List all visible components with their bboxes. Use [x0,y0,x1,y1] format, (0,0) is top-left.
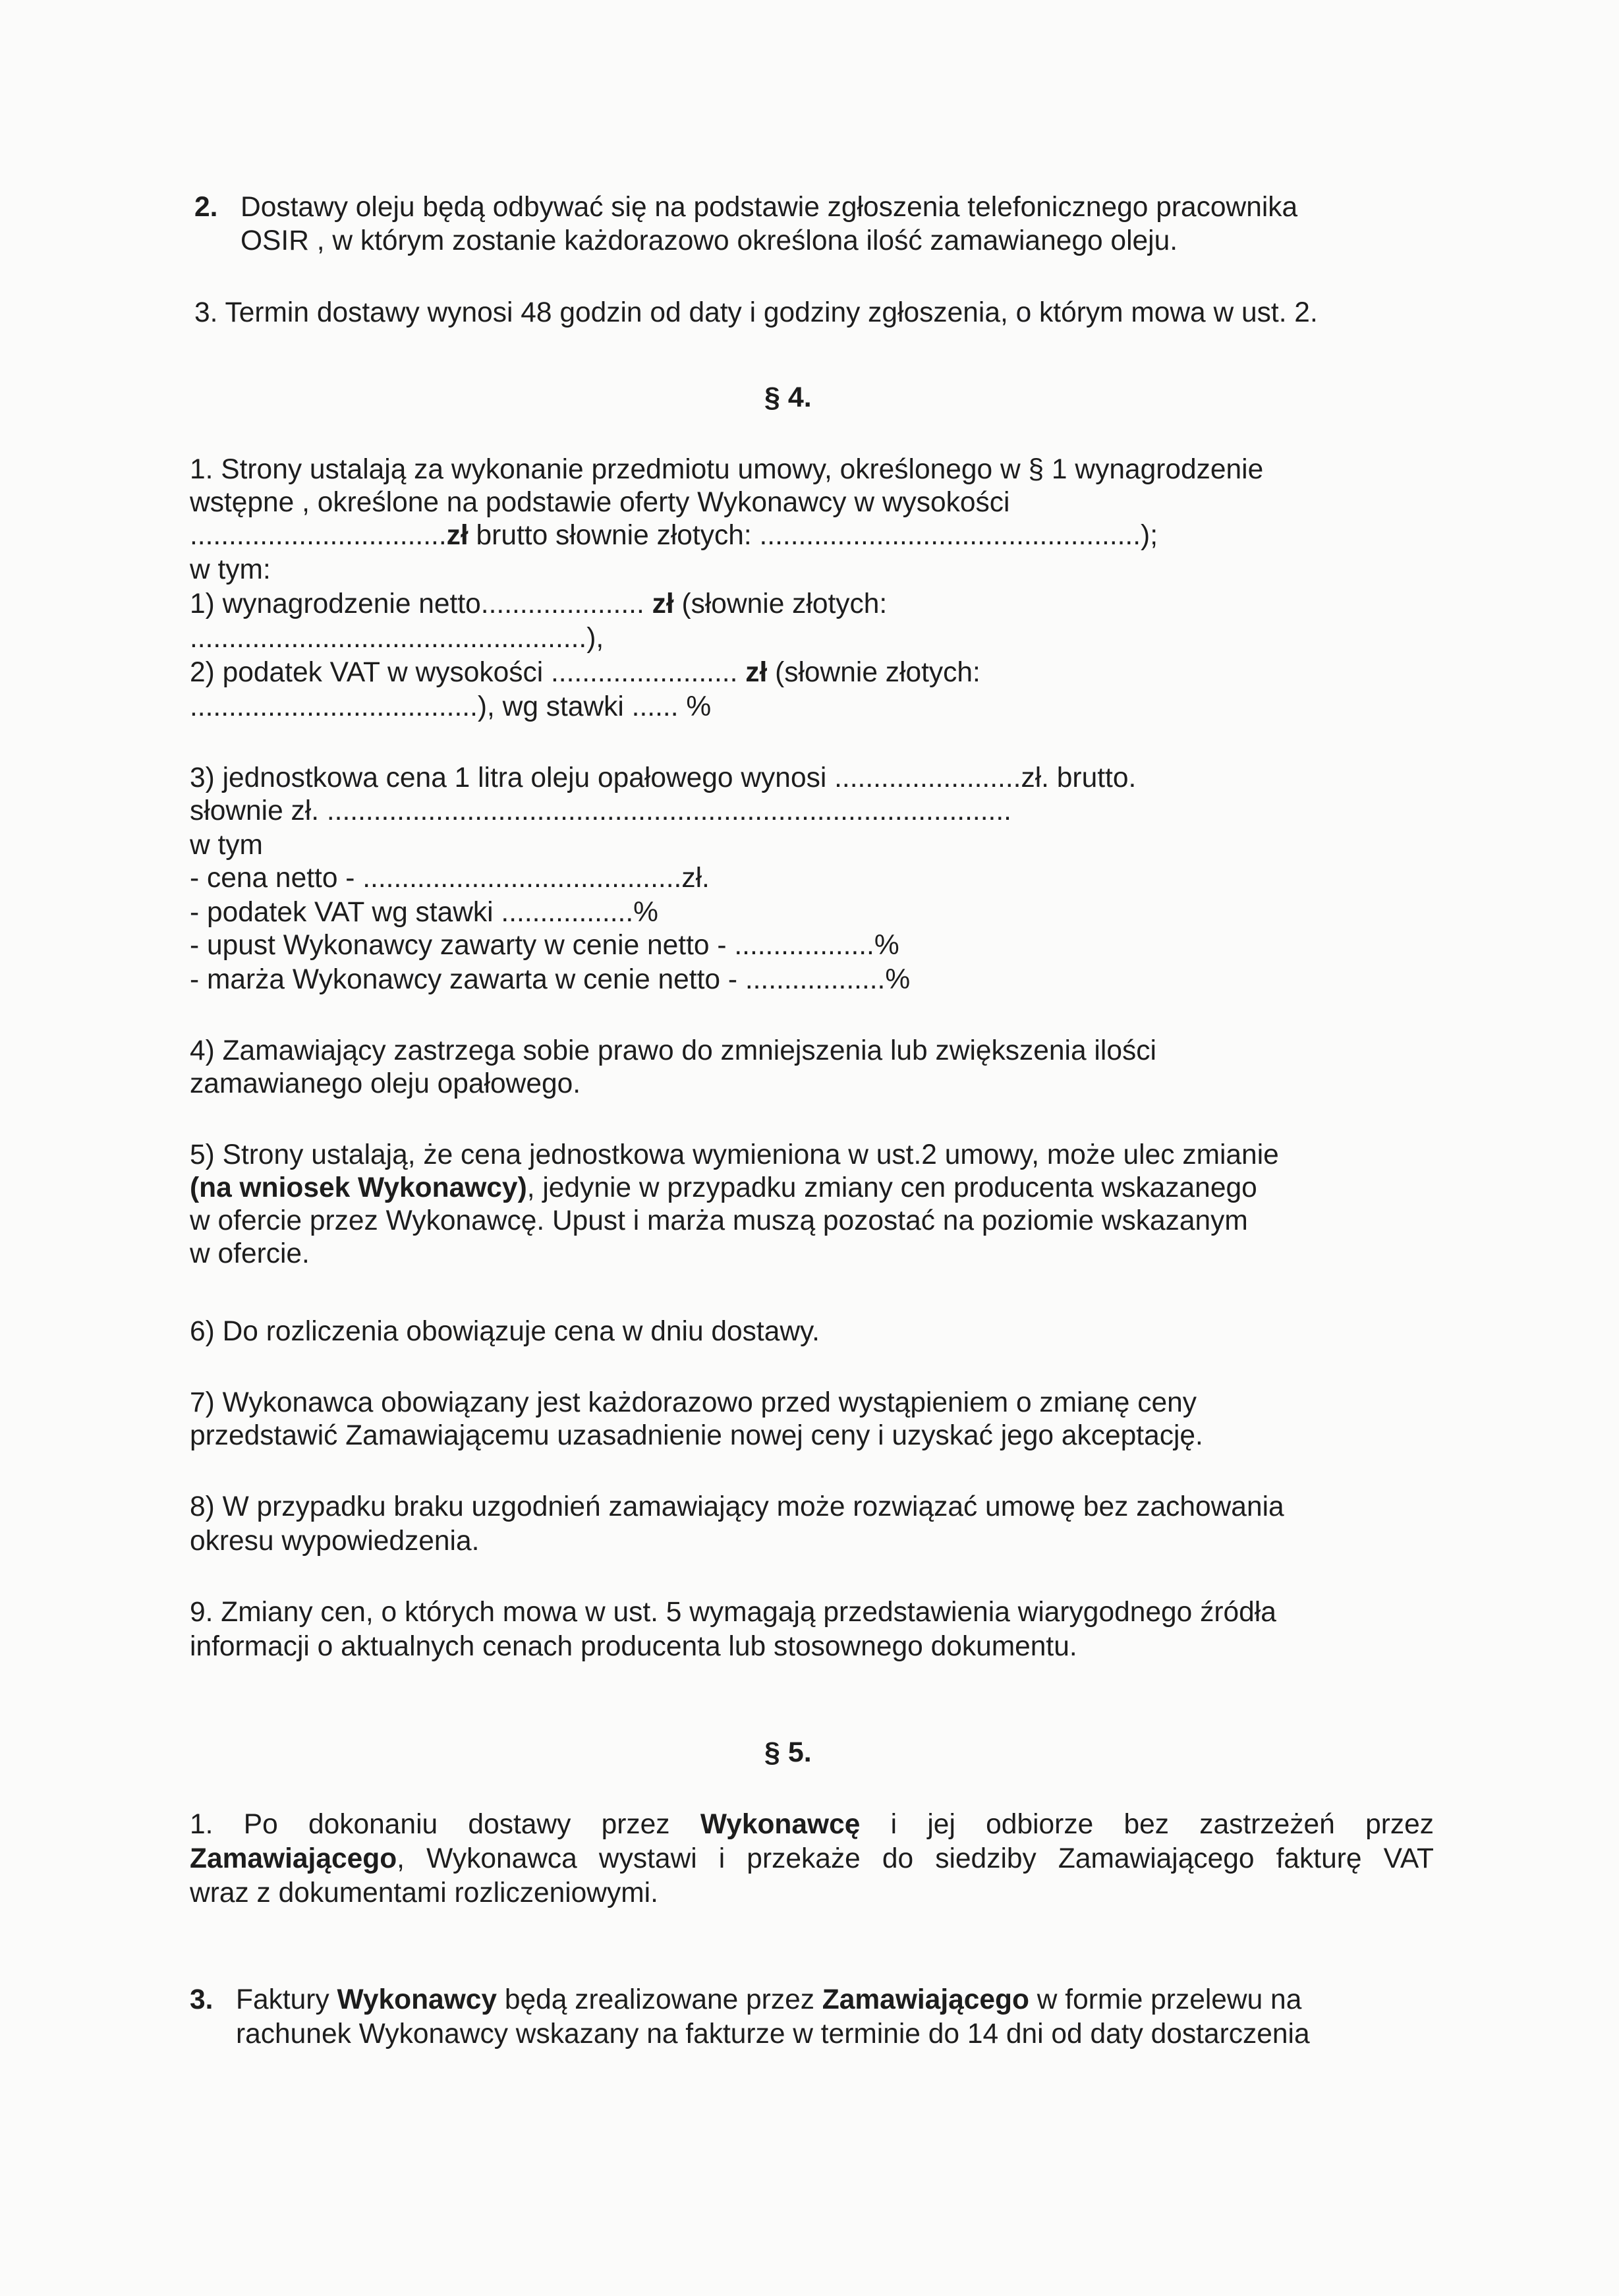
s4-n5-rest: , jedynie w przypadku zmiany cen producenta wskazanego [526,1172,1257,1203]
s4-n6-line: 6) Do rozliczenia obowiązuje cena w dniu dostawy. [190,1316,820,1347]
s4-n1-text: 1) wynagrodzenie netto..................... [190,588,652,619]
s4-n2-slownie: (słownie złotych: [767,657,980,688]
s5-p3-line-2: rachunek Wykonawcy wskazany na fakturze w terminie do 14 dni od daty dostarczenia [236,2019,1310,2050]
s4-n5-line-4: w ofercie. [190,1238,310,1269]
section-4-heading: § 4. [764,382,812,413]
s4-n9-line-2: informacji o aktualnych cenach producenta lub stosownego dokumentu. [190,1631,1077,1662]
s4-n2-line-1 [190,656,980,689]
s4-n2-text: 2) podatek VAT w wysokości ........................ [190,657,746,688]
s5-p1-line-1 [190,1808,1434,1841]
s5-p3-text-a: Faktury [236,1984,337,2015]
s4-n2-zl: zł [745,657,768,688]
s4-n4-line-2: zamawianego oleju opałowego. [190,1068,581,1099]
s5-p3-zamawiajacego: Zamawiającego [822,1984,1029,2015]
s4-n8-line-1: 8) W przypadku braku uzgodnień zamawiający może rozwiązać umowę bez zachowania [190,1491,1284,1522]
s5-p1-line-3: wraz z dokumentami rozliczeniowymi. [190,1878,658,1909]
s4-n4-line-1: 4) Zamawiający zastrzega sobie prawo do zmniejszenia lub zwiększenia ilości [190,1035,1156,1066]
s4-n3-line-3: w tym [190,830,263,861]
s4-n1-zl: zł [652,588,674,619]
s4-n3-line-2: słownie zł. ........................................................................................ [190,795,1011,826]
s4-n8-line-2: okresu wypowiedzenia. [190,1526,480,1557]
s4-n3-line-7: - marża Wykonawcy zawarta w cenie netto - ..................% [190,964,911,995]
s4-n1-line-1 [190,588,887,621]
s5-p1-text-d: , Wykonawca wystawi i przekaże do siedziby Zamawiającego fakturę VAT [397,1843,1434,1874]
s5-p1-text-a: 1. Po dokonaniu dostawy przez [190,1809,700,1840]
s4-p1-dots: ................................. [190,520,447,551]
s5-p3-wykonawcy: Wykonawcy [337,1984,497,2015]
item-3-line: 3. Termin dostawy wynosi 48 godzin od daty i godziny zgłoszenia, o którym mowa w ust. 2. [194,297,1318,328]
item-2-line-1: Dostawy oleju będą odbywać się na podstawie zgłoszenia telefonicznego pracownika [241,192,1298,223]
s4-n2-line-2: .....................................), wg stawki ...... % [190,691,712,722]
s5-p3-text-c: będą zrealizowane przez [497,1984,822,2015]
s4-p1-line-3 [190,519,1158,552]
s4-n5-line-3: w ofercie przez Wykonawcę. Upust i marża muszą pozostać na poziomie wskazanym [190,1205,1248,1236]
s4-p1-line-4: w tym: [190,554,271,585]
s5-p1-line-2 [190,1843,1434,1876]
s5-p3-text-e: w formie przelewu na [1029,1984,1302,2015]
s4-n1-slownie: (słownie złotych: [673,588,888,619]
item-2-number: 2. [194,192,218,223]
s4-n9-line-1: 9. Zmiany cen, o których mowa w ust. 5 wymagają przedstawienia wiarygodnego źródła [190,1597,1276,1628]
s4-n1-line-2: ...................................................), [190,623,604,654]
s5-p1-wykonawce: Wykonawcę [700,1809,861,1840]
s4-n5-bold: (na wniosek Wykonawcy) [190,1172,527,1203]
s5-p1-text-c: i jej odbiorze bez zastrzeżeń przez [860,1809,1434,1840]
s4-n7-line-2: przedstawić Zamawiającemu uzasadnienie nowej ceny i uzyskać jego akceptację. [190,1420,1203,1451]
s4-n3-line-5: - podatek VAT wg stawki .................% [190,897,658,928]
s4-n5-line-1: 5) Strony ustalają, że cena jednostkowa wymieniona w ust.2 umowy, może ulec zmianie [190,1139,1279,1170]
s5-p3-line-1 [236,1984,1301,2017]
s4-p1-rest: brutto słownie złotych: .................................................); [468,520,1158,551]
s5-p1-zamawiajacego: Zamawiającego [190,1843,397,1874]
s4-n5-line-2 [190,1172,1257,1205]
s4-n3-line-4: - cena netto - .........................................zł. [190,863,710,894]
s5-p3-number: 3. [190,1984,213,2015]
s4-p1-zl: zł [446,520,469,551]
s4-n3-line-6: - upust Wykonawcy zawarty w cenie netto - ..................% [190,930,899,961]
s4-n3-line-1: 3) jednostkowa cena 1 litra oleju opałowego wynosi ........................zł. brutto. [190,762,1137,793]
s4-n7-line-1: 7) Wykonawca obowiązany jest każdorazowo przed wystąpieniem o zmianę ceny [190,1387,1197,1418]
s4-p1-line-2: wstępne , określone na podstawie oferty Wykonawcy w wysokości [190,487,1010,518]
s4-p1-line-1: 1. Strony ustalają za wykonanie przedmiotu umowy, określonego w § 1 wynagrodzenie [190,454,1264,485]
item-2-line-2: OSIR , w którym zostanie każdorazowo określona ilość zamawianego oleju. [241,225,1178,256]
section-5-heading: § 5. [764,1736,812,1768]
